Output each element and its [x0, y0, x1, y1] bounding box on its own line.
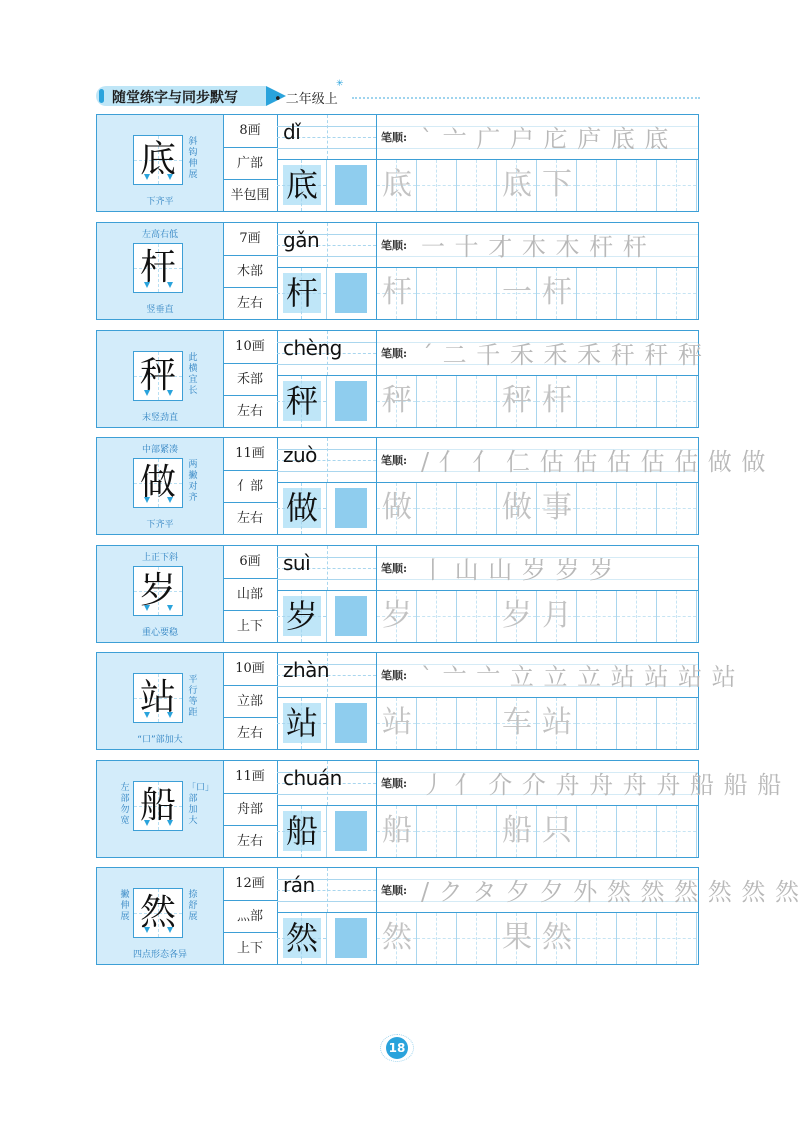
practice-box[interactable] — [537, 698, 577, 749]
write-cells — [277, 268, 377, 319]
practice-box[interactable] — [617, 591, 657, 642]
character-row — [96, 545, 699, 643]
practice-box[interactable] — [577, 268, 617, 319]
char-info — [223, 761, 278, 857]
main-char-box — [133, 135, 183, 185]
practice-box[interactable] — [497, 698, 537, 749]
main-char: 做 — [139, 462, 176, 503]
main-char-box — [133, 566, 183, 616]
trace-char: 做 — [382, 490, 412, 525]
note-right: 平行等距 — [188, 675, 198, 718]
radical: 广部 — [223, 147, 277, 179]
practice-box[interactable] — [457, 160, 497, 211]
write-cells — [277, 591, 377, 642]
main-char: 船 — [139, 785, 176, 826]
practice-box[interactable] — [377, 591, 417, 642]
write-char: 做 — [285, 489, 318, 527]
trace-char: 站 — [382, 705, 412, 740]
char-info — [223, 331, 278, 427]
char-info — [223, 115, 278, 211]
shape-hint — [335, 488, 367, 528]
pinyin: zuò — [283, 443, 317, 467]
note-bottom: 竖垂直 — [146, 305, 174, 315]
trace-char: 底 — [382, 167, 412, 202]
shape-hint — [335, 918, 367, 958]
header-tab-mark — [99, 89, 104, 103]
write-box-shape[interactable] — [327, 698, 377, 749]
header-dotted-line — [352, 97, 700, 99]
trace-char: 底 — [502, 167, 532, 202]
stroke-order-cell — [377, 546, 698, 591]
write-box-shape[interactable] — [327, 376, 377, 427]
arrow-down-icon — [167, 390, 173, 396]
practice-box[interactable] — [537, 913, 577, 964]
write-box-char[interactable] — [277, 698, 327, 749]
practice-row — [377, 698, 698, 749]
note-top: 左高右低 — [141, 230, 178, 240]
note-bottom: 四点形态各异 — [132, 950, 187, 960]
note-right: 斜钩伸展 — [188, 137, 198, 180]
main-char: 秤 — [139, 355, 176, 396]
practice-box[interactable] — [577, 160, 617, 211]
note-bottom: 末竖劲直 — [141, 413, 178, 423]
pinyin: chèng — [283, 336, 342, 360]
stroke-order-cell — [377, 868, 800, 913]
practice-box[interactable] — [417, 268, 457, 319]
write-cells — [277, 913, 377, 964]
note-bottom: 下齐平 — [146, 197, 174, 207]
arrow-down-icon — [144, 282, 150, 288]
char-info — [223, 546, 278, 642]
practice-box[interactable] — [377, 913, 417, 964]
trace-char: 秤 — [382, 383, 412, 418]
practice-box[interactable] — [417, 376, 457, 427]
practice-box[interactable] — [537, 483, 577, 534]
practice-box[interactable] — [577, 483, 617, 534]
practice-row — [377, 483, 698, 534]
trace-char: 杆 — [542, 275, 572, 310]
note-bottom: 下齐平 — [146, 520, 174, 530]
structure: 上下 — [223, 610, 277, 642]
main-char-box — [133, 243, 183, 293]
stroke-order-cell — [377, 223, 698, 268]
main-char-box — [133, 458, 183, 508]
structure: 上下 — [223, 932, 277, 964]
structure: 左右 — [223, 825, 277, 857]
note-top: 上正下斜 — [141, 553, 178, 563]
arrow-down-icon — [167, 282, 173, 288]
main-char: 站 — [139, 677, 176, 718]
practice-box[interactable] — [657, 591, 697, 642]
practice-box[interactable] — [537, 806, 577, 857]
write-box-shape[interactable] — [327, 591, 377, 642]
practice-box[interactable] — [537, 376, 577, 427]
stroke-label: 笔顺: — [381, 131, 408, 144]
practice-box[interactable] — [577, 591, 617, 642]
trace-char: 然 — [382, 920, 412, 955]
pinyin-cell — [277, 761, 377, 806]
trace-char: 站 — [542, 705, 572, 740]
stroke-sequence: 一 十 才 木 木 杆 杆 — [421, 233, 648, 261]
practice-box[interactable] — [617, 913, 657, 964]
practice-box[interactable] — [657, 268, 697, 319]
arrow-down-icon — [167, 174, 173, 180]
practice-row — [377, 591, 698, 642]
trace-char: 果 — [502, 920, 532, 955]
main-char: 然 — [139, 892, 176, 933]
main-char-box — [133, 351, 183, 401]
pinyin-cell — [277, 223, 377, 268]
stroke-sequence: / 亻 亻 仁 估 估 估 估 估 做 做 — [421, 448, 767, 476]
pinyin-cell — [277, 115, 377, 160]
arrow-down-icon — [167, 927, 173, 933]
stroke-count: 6画 — [239, 554, 261, 569]
main-char-box — [133, 673, 183, 723]
trace-char: 下 — [542, 167, 572, 202]
write-box-shape[interactable] — [327, 806, 377, 857]
practice-box[interactable] — [657, 160, 697, 211]
practice-box[interactable] — [417, 698, 457, 749]
write-box-char[interactable] — [277, 483, 327, 534]
write-box-char[interactable] — [277, 591, 327, 642]
arrow-down-icon — [144, 174, 150, 180]
main-char: 岁 — [139, 570, 176, 611]
main-char-cell — [97, 868, 224, 964]
stroke-label: 笔顺: — [381, 884, 408, 897]
pinyin-cell — [277, 546, 377, 591]
trace-char: 船 — [502, 813, 532, 848]
practice-box[interactable] — [457, 698, 497, 749]
practice-box[interactable] — [377, 160, 417, 211]
practice-box[interactable] — [417, 806, 457, 857]
trace-char: 一 — [502, 275, 532, 310]
practice-box[interactable] — [377, 268, 417, 319]
page-number: 18 — [386, 1037, 408, 1059]
stroke-order-cell — [377, 331, 704, 376]
main-char-cell — [97, 223, 224, 319]
write-cells — [277, 698, 377, 749]
arrow-down-icon — [144, 390, 150, 396]
stroke-count: 12画 — [235, 876, 265, 891]
arrow-down-icon — [167, 820, 173, 826]
main-char-cell — [97, 546, 224, 642]
write-cells — [277, 376, 377, 427]
practice-box[interactable] — [497, 483, 537, 534]
header-grade: • 二年级上 — [274, 92, 338, 107]
practice-box[interactable] — [657, 806, 697, 857]
character-row — [96, 760, 783, 858]
shape-hint — [335, 165, 367, 205]
pinyin: suì — [283, 551, 311, 575]
main-char-cell — [97, 761, 224, 857]
stroke-order-cell — [377, 653, 737, 698]
char-info — [223, 438, 278, 534]
practice-box[interactable] — [377, 483, 417, 534]
pinyin: gǎn — [283, 228, 320, 252]
practice-box[interactable] — [497, 913, 537, 964]
arrow-down-icon — [167, 605, 173, 611]
practice-row — [377, 376, 698, 427]
practice-box[interactable] — [657, 698, 697, 749]
practice-box[interactable] — [417, 591, 457, 642]
trace-char: 船 — [382, 813, 412, 848]
stroke-label: 笔顺: — [381, 239, 408, 252]
write-box-char[interactable] — [277, 913, 327, 964]
note-right: 捺舒展 — [188, 890, 198, 922]
stroke-count: 8画 — [239, 123, 261, 138]
note-left: 撇伸展 — [120, 890, 130, 922]
stroke-sequence: ´ 二 千 禾 禾 禾 秆 秆 秤 — [421, 341, 704, 369]
main-char-cell — [97, 438, 224, 534]
practice-box[interactable] — [417, 913, 457, 964]
practice-row — [377, 913, 698, 964]
practice-row — [377, 268, 698, 319]
char-info — [223, 868, 278, 964]
stroke-label: 笔顺: — [381, 777, 408, 790]
arrow-down-icon — [144, 820, 150, 826]
header-tab — [96, 86, 266, 106]
pinyin: chuán — [283, 766, 342, 790]
note-bottom: “口”部加大 — [137, 735, 183, 745]
pinyin: rán — [283, 873, 315, 897]
note-right: 此横宜长 — [188, 353, 198, 396]
write-box-shape[interactable] — [327, 483, 377, 534]
stroke-order-cell — [377, 438, 767, 483]
structure: 左右 — [223, 287, 277, 319]
write-box-shape[interactable] — [327, 268, 377, 319]
practice-box[interactable] — [537, 591, 577, 642]
write-box-shape[interactable] — [327, 913, 377, 964]
practice-box[interactable] — [457, 268, 497, 319]
character-row — [96, 652, 737, 750]
shape-hint — [335, 381, 367, 421]
note-bottom: 重心要稳 — [141, 628, 178, 638]
trace-char: 事 — [542, 490, 572, 525]
stroke-label: 笔顺: — [381, 562, 408, 575]
practice-box[interactable] — [537, 268, 577, 319]
trace-char: 只 — [542, 813, 572, 848]
practice-row — [377, 160, 698, 211]
practice-box[interactable] — [577, 376, 617, 427]
trace-char: 岁 — [382, 598, 412, 633]
pinyin: zhàn — [283, 658, 330, 682]
header-title: 随堂练字与同步默写 — [112, 90, 238, 106]
radical: 舟部 — [223, 793, 277, 825]
arrow-down-icon — [144, 927, 150, 933]
shape-hint — [335, 273, 367, 313]
structure: 半包围 — [223, 179, 277, 211]
write-box-char[interactable] — [277, 806, 327, 857]
arrow-down-icon — [144, 497, 150, 503]
character-row — [96, 437, 767, 535]
practice-box[interactable] — [457, 483, 497, 534]
stroke-label: 笔顺: — [381, 669, 408, 682]
character-row — [96, 222, 699, 320]
trace-char: 车 — [502, 705, 532, 740]
practice-box[interactable] — [617, 376, 657, 427]
trace-char: 杆 — [382, 275, 412, 310]
practice-box[interactable] — [617, 806, 657, 857]
structure: 左右 — [223, 717, 277, 749]
note-top: 中部紧凑 — [141, 445, 178, 455]
stroke-label: 笔顺: — [381, 347, 408, 360]
note-left: 左部勿宽 — [120, 783, 130, 826]
practice-box[interactable] — [377, 806, 417, 857]
trace-char: 岁 — [502, 598, 532, 633]
stroke-label: 笔顺: — [381, 454, 408, 467]
practice-row — [377, 806, 698, 857]
trace-char: 秤 — [502, 383, 532, 418]
main-char-box — [133, 888, 183, 938]
practice-box[interactable] — [457, 806, 497, 857]
structure: 左右 — [223, 502, 277, 534]
write-char: 杆 — [285, 274, 318, 312]
write-char: 站 — [285, 704, 318, 742]
main-char-box — [133, 781, 183, 831]
main-char-cell — [97, 331, 224, 427]
radical: 灬部 — [223, 900, 277, 932]
write-box-char[interactable] — [277, 268, 327, 319]
practice-box[interactable] — [577, 806, 617, 857]
note-right: 两撇对齐 — [188, 460, 198, 503]
stroke-order-cell — [377, 761, 783, 806]
pinyin-cell — [277, 331, 377, 376]
write-box-shape[interactable] — [327, 160, 377, 211]
practice-box[interactable] — [577, 913, 617, 964]
stroke-count: 7画 — [239, 231, 261, 246]
stroke-count: 10画 — [235, 661, 265, 676]
practice-box[interactable] — [377, 698, 417, 749]
write-char: 底 — [285, 166, 318, 204]
stroke-sequence: / ク タ 夕 夕 外 然 然 然 然 然 然 — [421, 878, 800, 906]
practice-box[interactable] — [457, 591, 497, 642]
radical: 亻部 — [223, 470, 277, 502]
write-char: 船 — [285, 812, 318, 850]
radical: 立部 — [223, 685, 277, 717]
pinyin-cell — [277, 438, 377, 483]
shape-hint — [335, 811, 367, 851]
stroke-count: 11画 — [235, 446, 265, 461]
stroke-count: 10画 — [235, 339, 265, 354]
pinyin-cell — [277, 653, 377, 698]
practice-box[interactable] — [577, 698, 617, 749]
practice-box[interactable] — [657, 376, 697, 427]
arrow-down-icon — [144, 712, 150, 718]
write-char: 然 — [285, 919, 318, 957]
practice-box[interactable] — [497, 268, 537, 319]
write-char: 岁 — [285, 597, 318, 635]
page-header — [96, 79, 700, 108]
write-cells — [277, 806, 377, 857]
character-row — [96, 114, 699, 212]
practice-box[interactable] — [497, 806, 537, 857]
practice-box[interactable] — [377, 376, 417, 427]
trace-char: 做 — [502, 490, 532, 525]
main-char-cell — [97, 653, 224, 749]
practice-box[interactable] — [657, 483, 697, 534]
arrow-down-icon — [167, 497, 173, 503]
main-char: 杆 — [139, 247, 176, 288]
practice-box[interactable] — [457, 376, 497, 427]
main-char: 底 — [139, 139, 176, 180]
radical: 禾部 — [223, 363, 277, 395]
arrow-down-icon — [144, 605, 150, 611]
char-info — [223, 653, 278, 749]
shape-hint — [335, 596, 367, 636]
shape-hint — [335, 703, 367, 743]
practice-box[interactable] — [657, 913, 697, 964]
practice-box[interactable] — [497, 376, 537, 427]
practice-box[interactable] — [537, 160, 577, 211]
pinyin: dǐ — [283, 120, 301, 144]
stroke-count: 11画 — [235, 769, 265, 784]
write-cells — [277, 160, 377, 211]
trace-char: 然 — [542, 920, 572, 955]
practice-box[interactable] — [497, 591, 537, 642]
stroke-sequence: ` 亠 亠 立 立 立 站 站 站 站 — [421, 663, 737, 691]
character-row — [96, 330, 704, 428]
pinyin-cell — [277, 868, 377, 913]
practice-box[interactable] — [617, 160, 657, 211]
write-cells — [277, 483, 377, 534]
write-box-char[interactable] — [277, 160, 327, 211]
trace-char: 杆 — [542, 383, 572, 418]
practice-box[interactable] — [497, 160, 537, 211]
arrow-down-icon — [167, 712, 173, 718]
write-char: 秤 — [285, 382, 318, 420]
main-char-cell — [97, 115, 224, 211]
stroke-order-cell — [377, 115, 698, 160]
character-row — [96, 867, 800, 965]
radical: 木部 — [223, 255, 277, 287]
note-right: 「口」部加大 — [187, 783, 215, 826]
practice-box[interactable] — [617, 698, 657, 749]
star-icon: ✳ — [336, 79, 344, 89]
practice-box[interactable] — [457, 913, 497, 964]
write-box-char[interactable] — [277, 376, 327, 427]
practice-box[interactable] — [417, 483, 457, 534]
practice-box[interactable] — [617, 268, 657, 319]
stroke-sequence: 丿 亻 介 介 舟 舟 舟 舟 船 船 船 — [421, 771, 783, 799]
trace-char: 月 — [542, 598, 572, 633]
practice-box[interactable] — [417, 160, 457, 211]
radical: 山部 — [223, 578, 277, 610]
practice-box[interactable] — [617, 483, 657, 534]
structure: 左右 — [223, 395, 277, 427]
stroke-sequence: ` 亠 广 户 庀 庐 底 底 — [421, 125, 670, 153]
stroke-sequence: 丨 山 山 岁 岁 岁 — [421, 556, 615, 584]
char-info — [223, 223, 278, 319]
